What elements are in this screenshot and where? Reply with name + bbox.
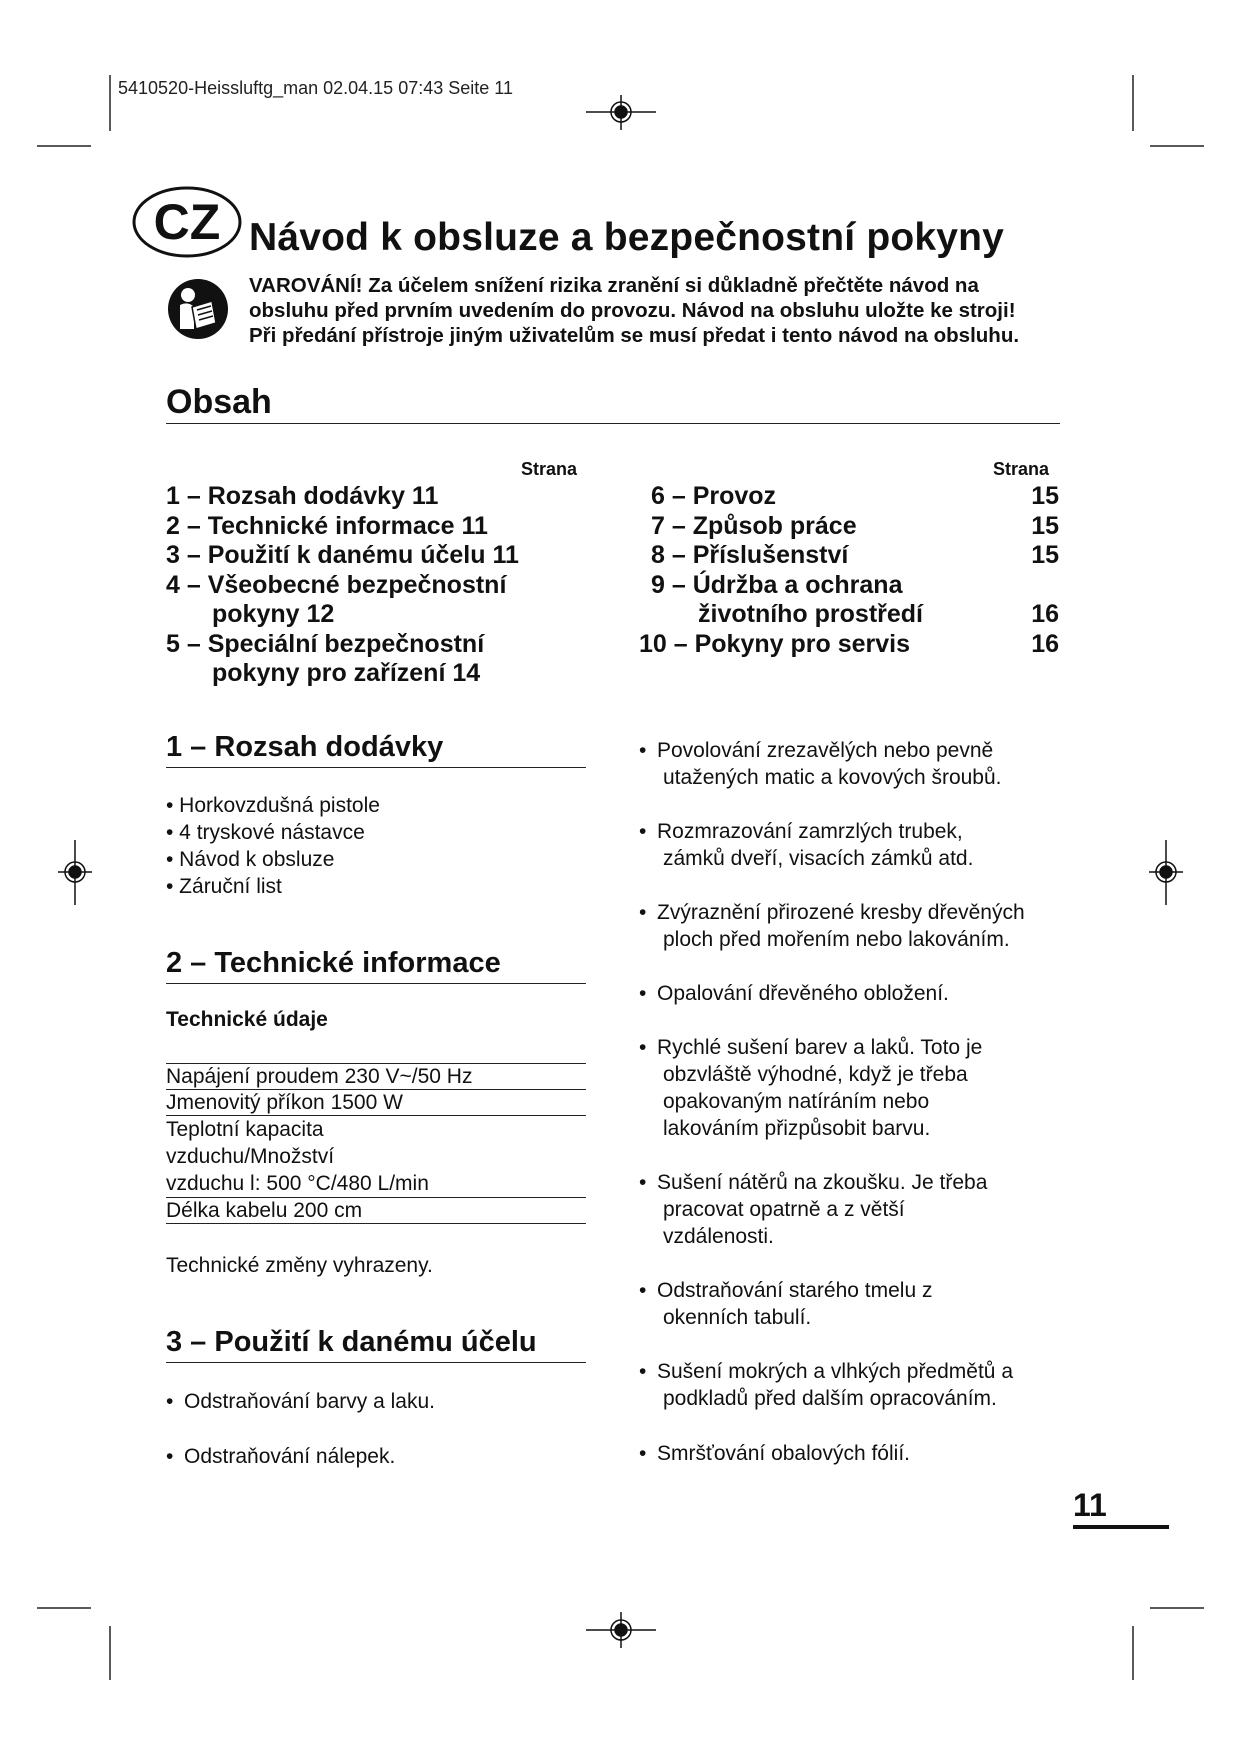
use-item-text: Sušení nátěrů na zkoušku. Je třeba <box>657 1171 988 1194</box>
bullet: • <box>639 901 647 924</box>
toc-item: životního prostředí <box>698 600 923 628</box>
warning-line: Při předání přístroje jiným uživatelům se musí předat i tento návod na obsluhu. <box>249 324 1020 347</box>
section-rule <box>166 983 586 984</box>
registration-mark-right <box>1149 840 1183 905</box>
spec-line: vzduchu l: 500 °C/480 L/min <box>166 1172 429 1195</box>
toc-item: pokyny pro zařízení 14 <box>212 659 481 687</box>
warning-line: obsluhu před prvním uvedením do provozu. Návod na obsluhu uložte ke stroji! <box>249 299 1016 322</box>
toc-row <box>639 600 1059 630</box>
bullet: • <box>639 739 647 762</box>
spec-table <box>166 1063 586 1224</box>
list-item: • Návod k obsluze <box>166 848 335 871</box>
toc-page: 15 <box>1031 482 1059 510</box>
use-item <box>639 1169 1069 1250</box>
spec-line: Teplotní kapacita <box>166 1118 324 1141</box>
spec-line: vzduchu/Množství <box>166 1145 335 1168</box>
use-item-text: Sušení mokrých a vlhkých předmětů a <box>657 1360 1013 1383</box>
toc-page: 15 <box>1031 541 1059 569</box>
bullet: • <box>639 1036 647 1059</box>
page-number-rule <box>1073 1525 1169 1529</box>
use-item <box>639 737 1069 791</box>
delivery-list <box>166 792 380 900</box>
toc-item: 5 – Speciální bezpečnostní <box>166 629 485 658</box>
use-item <box>639 980 1069 1007</box>
warning-text <box>249 273 1069 348</box>
bullet: • <box>166 1390 174 1413</box>
use-item-text: vzdálenosti. <box>663 1225 774 1248</box>
toc-item: 7 – Způsob práce <box>651 511 857 540</box>
country-badge-label: CZ <box>153 194 221 250</box>
toc-item: pokyny 12 <box>212 600 335 628</box>
bullet: • <box>639 1279 647 1302</box>
section-rule <box>166 1362 586 1363</box>
use-item <box>639 818 1069 872</box>
section-title-pouziti: 3 – Použití k danému účelu <box>166 1326 537 1358</box>
print-header: 5410520-Heissluftg_man 02.04.15 07:43 Seite 11 <box>118 78 513 98</box>
list-item: • Horkovzdušná pistole <box>166 794 380 817</box>
toc-row <box>639 512 1059 542</box>
use-item-text: Zvýraznění přirozené kresby dřevěných <box>657 901 1025 924</box>
list-item: • Záruční list <box>166 875 282 898</box>
use-item-text: pracovat opatrně a z větší <box>663 1198 905 1221</box>
list-item: • 4 tryskové nástavce <box>166 821 365 844</box>
use-item-text: ploch před mořením nebo lakováním. <box>663 928 1010 951</box>
toc-item: 1 – Rozsah dodávky 11 <box>166 482 439 510</box>
use-item <box>166 1388 586 1415</box>
use-item-text: Odstraňování starého tmelu z <box>657 1279 933 1302</box>
section-title-technicke: 2 – Technické informace <box>166 947 501 979</box>
toc-item: 10 – Pokyny pro servis <box>639 629 910 658</box>
use-item-text: Odstraňování nálepek. <box>184 1445 396 1468</box>
use-item-text: Smršťování obalových fólií. <box>657 1442 910 1465</box>
read-manual-icon <box>166 277 230 341</box>
tech-note: Technické změny vyhrazeny. <box>166 1254 433 1277</box>
use-item <box>639 1358 1069 1412</box>
use-item-text: Rychlé sušení barev a laků. Toto je <box>657 1036 983 1059</box>
use-item <box>639 899 1069 953</box>
section-title-rozsah: 1 – Rozsah dodávky <box>166 731 444 763</box>
toc-page: 16 <box>1031 600 1059 628</box>
warning-line: VAROVÁNÍ! Za účelem snížení rizika zranění si důkladně přečtěte návod na <box>249 274 979 297</box>
toc-strana-left: Strana <box>521 459 578 479</box>
registration-mark-left <box>58 840 92 905</box>
page-number: 11 <box>1073 1487 1107 1523</box>
use-item-text: lakováním přizpůsobit barvu. <box>663 1117 931 1140</box>
spec-row <box>166 1116 586 1198</box>
country-badge <box>131 184 243 260</box>
toc-item: 8 – Příslušenství <box>651 541 849 569</box>
toc-item: 9 – Údržba a ochrana <box>651 570 903 599</box>
section-rule <box>166 767 586 768</box>
spec-row: Jmenovitý příkon 1500 W <box>166 1090 586 1116</box>
use-item-text: Rozmrazování zamrzlých trubek, <box>657 820 963 843</box>
toc-rule <box>166 423 1060 424</box>
toc-page: 15 <box>1031 511 1059 540</box>
use-item-text: Povolování zrezavělých nebo pevně <box>657 739 994 762</box>
tech-subtitle: Technické údaje <box>166 1008 328 1031</box>
toc-item: 3 – Použití k danému účelu 11 <box>166 541 519 569</box>
use-item <box>639 1440 1069 1467</box>
use-item-text: utažených matic a kovových šroubů. <box>663 766 1002 789</box>
toc-right-column <box>639 482 1059 659</box>
bullet: • <box>639 982 647 1005</box>
use-item-text: podkladů před dalším opracováním. <box>663 1387 997 1410</box>
use-item <box>639 1277 1069 1331</box>
toc-item: 6 – Provoz <box>651 482 777 510</box>
toc-page: 16 <box>1031 629 1059 658</box>
toc-row <box>639 482 1059 512</box>
toc-title: Obsah <box>166 383 272 421</box>
bullet: • <box>639 1171 647 1194</box>
bullet: • <box>639 1442 647 1465</box>
use-item-text: obzvláště výhodné, když je třeba <box>663 1063 968 1086</box>
toc-item: 2 – Technické informace 11 <box>166 511 488 540</box>
bullet: • <box>639 1360 647 1383</box>
use-item-text: Opalování dřevěného obložení. <box>657 982 949 1005</box>
use-item <box>639 1034 1069 1142</box>
registration-mark-bottom <box>586 1612 656 1648</box>
use-item-text: opakovaným natíráním nebo <box>663 1090 930 1113</box>
spec-row: Napájení proudem 230 V~/50 Hz <box>166 1063 586 1090</box>
use-item <box>166 1443 586 1470</box>
use-item-text: zámků dveří, visacích zámků atd. <box>663 847 974 870</box>
bullet: • <box>166 1445 174 1468</box>
registration-mark-top <box>586 95 656 130</box>
use-item-text: okenních tabulí. <box>663 1306 812 1329</box>
page-title: Návod k obsluze a bezpečnostní pokyny <box>249 216 1005 259</box>
use-item-text: Odstraňování barvy a laku. <box>184 1390 435 1413</box>
toc-row <box>639 571 1059 601</box>
toc-strana-right: Strana <box>993 459 1050 479</box>
toc-row <box>639 541 1059 571</box>
bullet: • <box>639 820 647 843</box>
toc-item: 4 – Všeobecné bezpečnostní <box>166 570 507 599</box>
toc-left-column <box>166 482 519 689</box>
toc-row <box>639 630 1059 660</box>
spec-row: Délka kabelu 200 cm <box>166 1198 586 1224</box>
